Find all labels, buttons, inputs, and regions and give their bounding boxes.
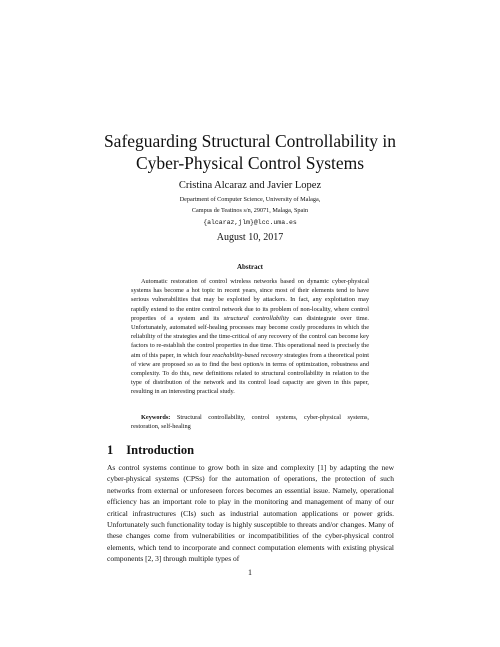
page-number: 1 xyxy=(248,568,252,577)
paper-date: August 10, 2017 xyxy=(216,232,284,243)
introduction-paragraph: As control systems continue to grow both in size and complexity [1] by adapting the new cyber-physical systems (CPSs) for the automation of operations, the protection of such networks from external or unforeseen forces becomes an essential issue. Namely, operational efficiency has an important role to play in the monitoring and management of many of our critical infrastructures (CIs) such as industrial automation applications or power grids. Unfortunately such functionality today is highly susceptible to threats and/or changes. Many of these changes come from vulnerabilities or incompatibilities of the cyber-physical control elements, which tend to incorporate and connect computation elements with existing physical components [2, 3] through multiple types of xyxy=(107,463,394,564)
title-line-2: Cyber-Physical Control Systems xyxy=(135,153,365,173)
abstract-text-part-2: can disintegrate over time. Unfortunately, automated self-healing processes may become costly procedures in which the reliability of the strategies and the time-critical of any recovery of the control can become key factors to re-establish the control properties in due time. This operational need is precisely the aim of this paper, in which four xyxy=(131,314,369,359)
keywords xyxy=(131,413,369,431)
section-title: Introduction xyxy=(126,443,195,457)
abstract-emphasis-2: reachability-based recovery xyxy=(212,351,283,359)
keywords-label: Keywords: xyxy=(141,414,171,421)
affiliation-line-1: Department of Computer Science, University of Malaga, xyxy=(179,196,321,203)
abstract-text xyxy=(131,277,369,397)
keywords-list: Structural controllability, control systems, cyber-physical systems, restoration, self-healing xyxy=(131,414,369,431)
paper-title xyxy=(0,130,500,174)
section-number: 1 xyxy=(107,443,114,457)
title-line-1: Safeguarding Structural Controllability in xyxy=(103,131,397,151)
authors: Cristina Alcaraz and Javier Lopez xyxy=(178,180,322,191)
affiliation-line-2: Campus de Teatinos s/n, 29071, Malaga, Spain xyxy=(191,207,309,214)
abstract-text-part-1: Automatic restoration of control wireless networks based on dynamic cyber-physical systems has become a hot topic in recent years, since most of their elements tend to have serious vulnerabilities that may be exploited by attackers. In fact, any exploitation may rapidly extend to the entire control network due to its problem of non-locality, where control properties of a system and its xyxy=(131,278,369,322)
abstract-text-part-3: strategies from a theoretical point of view are proposed so as to find the best option/s in terms of optimization, robustness and complexity. To do this, new definitions related to structural controllability in relation to the type of distribution of the network and its control load capacity are given in this paper, resulting in an interesting practical study. xyxy=(131,351,369,396)
abstract-heading: Abstract xyxy=(236,263,264,271)
section-heading xyxy=(107,443,194,458)
author-email: {alcaraz,jlm}@lcc.uma.es xyxy=(203,219,297,226)
abstract-emphasis-1: structural controllability xyxy=(223,314,289,322)
